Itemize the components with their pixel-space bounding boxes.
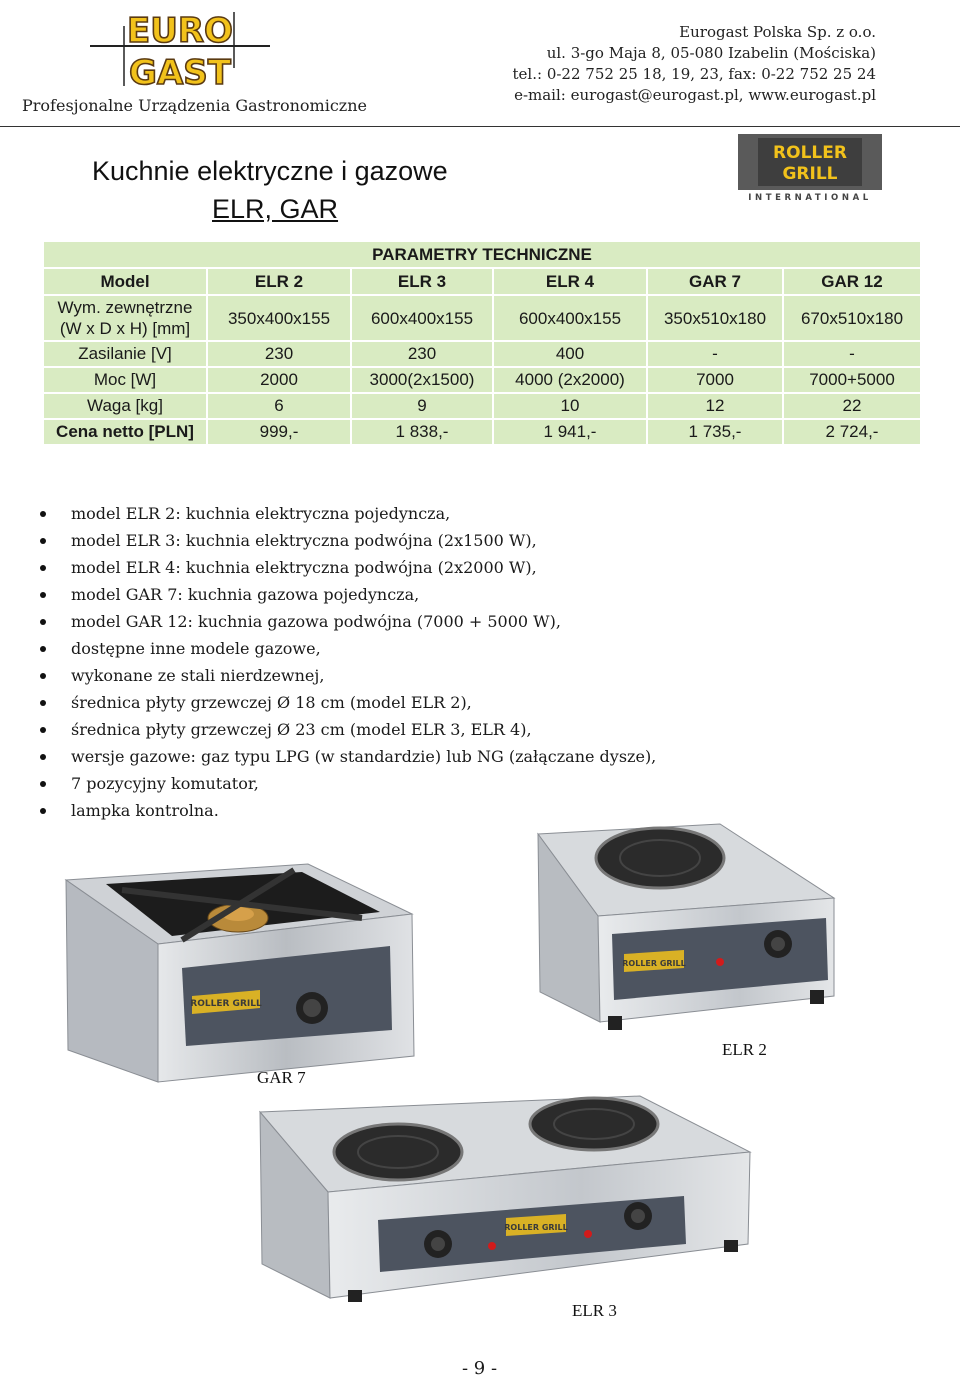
table-caption: PARAMETRY TECHNICZNE <box>43 241 921 268</box>
gar7-caption: GAR 7 <box>257 1068 306 1087</box>
list-item: model ELR 3: kuchnia elektryczna podwójna (2x1500 W), <box>40 527 656 554</box>
table-cell: - <box>783 341 921 367</box>
row-label: Waga [kg] <box>43 393 207 419</box>
table-cell: 1 838,- <box>351 419 493 445</box>
eurogast-logo <box>84 6 276 92</box>
table-cell: - <box>647 341 783 367</box>
bullet-icon <box>40 754 46 760</box>
table-cell: 670x510x180 <box>783 295 921 341</box>
dim-label-line2: (W x D x H) [mm] <box>59 319 191 338</box>
col-header-gar7: GAR 7 <box>647 268 783 295</box>
company-email[interactable]: e-mail: eurogast@eurogast.pl, www.eurogast.pl <box>514 86 876 104</box>
table-cell: 4000 (2x2000) <box>493 367 647 393</box>
table-row <box>43 341 921 367</box>
tagline: Profesjonalne Urządzenia Gastronomiczne <box>22 96 367 115</box>
bullet-icon <box>40 673 46 679</box>
table-cell: 7000 <box>647 367 783 393</box>
bullet-icon <box>40 781 46 787</box>
list-item: model GAR 7: kuchnia gazowa pojedyncza, <box>40 581 656 608</box>
table-row <box>43 367 921 393</box>
row-label: Cena netto [PLN] <box>43 419 207 445</box>
table-cell: 230 <box>207 341 351 367</box>
elr2-product-image <box>534 820 840 1040</box>
bullet-icon <box>40 592 46 598</box>
table-cell: 1 941,- <box>493 419 647 445</box>
list-item: 7 pozycyjny komutator, <box>40 770 656 797</box>
company-address: ul. 3-go Maja 8, 05-080 Izabelin (Mościska) <box>546 44 876 62</box>
list-item: wykonane ze stali nierdzewnej, <box>40 662 656 689</box>
table-cell: 600x400x155 <box>351 295 493 341</box>
table-cell: 999,- <box>207 419 351 445</box>
logo-line2: GAST <box>129 53 231 92</box>
table-cell: 2000 <box>207 367 351 393</box>
page-subtitle: ELR, GAR <box>212 194 339 224</box>
feature-list <box>40 500 656 824</box>
spec-table <box>42 240 922 446</box>
elr3-product-image <box>254 1094 754 1306</box>
row-label: Moc [W] <box>43 367 207 393</box>
list-item: wersje gazowe: gaz typu LPG (w standardzie) lub NG (załączane dysze), <box>40 743 656 770</box>
table-cell: 7000+5000 <box>783 367 921 393</box>
table-cell: 12 <box>647 393 783 419</box>
bullet-icon <box>40 646 46 652</box>
dim-label-line1: Wym. zewnętrzne <box>57 298 193 317</box>
col-header-elr2: ELR 2 <box>207 268 351 295</box>
rg-logo-line1: ROLLER <box>773 143 847 163</box>
table-cell: 2 724,- <box>783 419 921 445</box>
table-cell: 350x510x180 <box>647 295 783 341</box>
table-row <box>43 393 921 419</box>
bullet-icon <box>40 619 46 625</box>
list-item: dostępne inne modele gazowe, <box>40 635 656 662</box>
list-item: średnica płyty grzewczej Ø 18 cm (model ELR 2), <box>40 689 656 716</box>
gar7-panel-logo: ROLLER GRILL <box>190 999 262 1009</box>
table-cell: 600x400x155 <box>493 295 647 341</box>
col-header-elr4: ELR 4 <box>493 268 647 295</box>
page-number: - 9 - <box>462 1358 498 1379</box>
header-divider <box>0 126 960 127</box>
list-item: model ELR 2: kuchnia elektryczna pojedyncza, <box>40 500 656 527</box>
table-cell: 1 735,- <box>647 419 783 445</box>
list-item: lampka kontrolna. <box>40 797 656 824</box>
table-cell: 3000(2x1500) <box>351 367 493 393</box>
elr2-panel-logo: ROLLER GRILL <box>622 959 686 968</box>
row-label: Zasilanie [V] <box>43 341 207 367</box>
elr3-panel-logo: ROLLER GRILL <box>504 1223 568 1232</box>
table-row <box>43 295 921 341</box>
elr3-caption: ELR 3 <box>572 1301 617 1320</box>
table-cell: 230 <box>351 341 493 367</box>
list-item: model ELR 4: kuchnia elektryczna podwójna (2x2000 W), <box>40 554 656 581</box>
table-cell: 6 <box>207 393 351 419</box>
bullet-icon <box>40 700 46 706</box>
list-item: średnica płyty grzewczej Ø 23 cm (model ELR 3, ELR 4), <box>40 716 656 743</box>
bullet-icon <box>40 538 46 544</box>
bullet-icon <box>40 727 46 733</box>
col-header-elr3: ELR 3 <box>351 268 493 295</box>
logo-line1: EURO <box>127 11 233 51</box>
list-item: model GAR 12: kuchnia gazowa podwójna (7000 + 5000 W), <box>40 608 656 635</box>
company-name: Eurogast Polska Sp. z o.o. <box>679 23 876 41</box>
bullet-icon <box>40 511 46 517</box>
gar7-product-image <box>62 856 424 1088</box>
bullet-icon <box>40 808 46 814</box>
page-title: Kuchnie elektryczne i gazowe <box>92 156 448 186</box>
rg-logo-line2: GRILL <box>782 164 838 184</box>
roller-grill-logo <box>738 134 884 202</box>
company-info <box>513 22 876 106</box>
table-cell: 400 <box>493 341 647 367</box>
table-cell: 9 <box>351 393 493 419</box>
col-header-gar12: GAR 12 <box>783 268 921 295</box>
table-cell: 350x400x155 <box>207 295 351 341</box>
table-cell: 22 <box>783 393 921 419</box>
bullet-icon <box>40 565 46 571</box>
table-row <box>43 419 921 445</box>
rg-logo-sub: INTERNATIONAL <box>748 193 872 202</box>
company-phone: tel.: 0-22 752 25 18, 19, 23, fax: 0-22 752 25 24 <box>512 65 876 83</box>
col-header-model: Model <box>43 268 207 295</box>
elr2-caption: ELR 2 <box>722 1040 767 1059</box>
table-cell: 10 <box>493 393 647 419</box>
row-label <box>43 295 207 341</box>
